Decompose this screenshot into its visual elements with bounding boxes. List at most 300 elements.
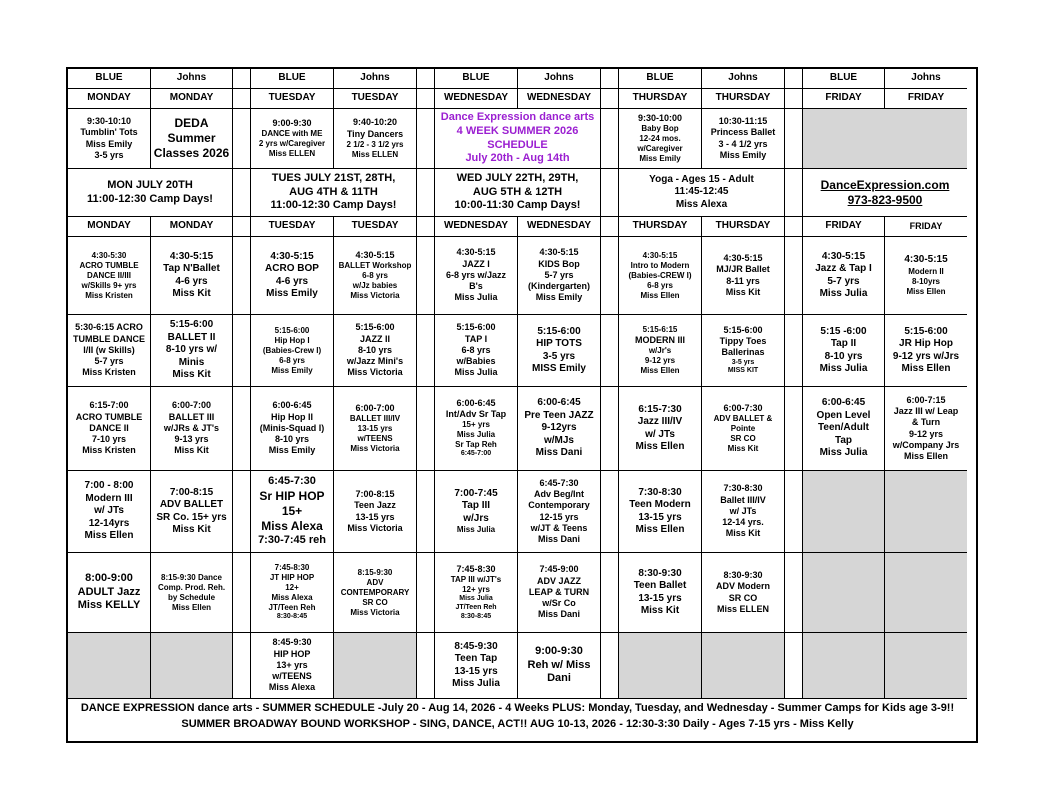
class-name: BALLET II: [167, 331, 216, 343]
header-studio-thu-johns: Johns: [702, 69, 785, 89]
class-ages: 9-12yrs: [541, 422, 577, 434]
class-teacher: Miss Julia: [459, 595, 493, 602]
class-note: w/Jr's: [648, 346, 672, 356]
class-ages: 4-6 yrs: [275, 275, 309, 287]
class-cell: [619, 237, 702, 315]
header-day: FRIDAY: [885, 217, 967, 237]
class-teacher: Miss Kristen: [85, 290, 133, 300]
class-cell: [885, 387, 967, 471]
class-teacher: Miss Ellen: [635, 441, 685, 452]
class-teacher: Miss Julia: [454, 292, 498, 303]
class-note: (Babies-CREW I): [628, 270, 692, 280]
class-teacher: Miss Julia: [454, 367, 498, 378]
header-studio-tue-blue: BLUE: [251, 69, 334, 89]
class-teacher: Miss Victoria: [350, 444, 400, 454]
class-teacher: Miss Victoria: [347, 367, 403, 378]
spacer-cell: [417, 237, 435, 315]
spacer-cell: [785, 471, 803, 553]
class-name: KIDS Bop: [538, 258, 580, 269]
class-cell: [251, 471, 334, 553]
class-time: 7:30-8:30: [723, 483, 763, 494]
class-cell: [251, 237, 334, 315]
class-note: JT/Teen Reh: [455, 603, 497, 611]
class-note: 8:30-8:45: [460, 612, 492, 620]
class-note: w/Caregiver: [637, 144, 683, 154]
spacer-cell: [233, 471, 251, 553]
class-cell: [702, 237, 785, 315]
class-name: Tap II: [830, 338, 857, 349]
class-cell: [885, 315, 967, 387]
class-time: 5:15-6:00: [355, 322, 395, 333]
class-cell: [435, 237, 518, 315]
spacer-cell: [601, 553, 619, 633]
class-time: 5:15-6:15: [642, 324, 678, 334]
class-time: 4:30-5:15: [270, 250, 314, 262]
class-ages: 12-24 mos.: [639, 134, 681, 144]
class-note: 6:45-7:00: [460, 450, 492, 458]
class-teacher: Miss ELLEN: [351, 149, 399, 159]
class-name: HIP HOP: [273, 648, 311, 659]
class-name: Sr HIP HOP: [259, 489, 325, 503]
spacer-cell: [417, 387, 435, 471]
empty-cell: [68, 633, 151, 699]
spacer-cell: [601, 109, 619, 169]
class-cell: [251, 109, 334, 169]
class-time: 7:00-8:15: [355, 489, 395, 499]
spacer-cell: [785, 69, 803, 89]
class-name: Baby Bop: [641, 124, 679, 134]
class-teacher: Miss Victoria: [347, 522, 403, 533]
class-note: Sr Tap Reh: [455, 440, 497, 450]
class-cell: [251, 315, 334, 387]
class-time: 7:00-8:15: [169, 486, 214, 498]
class-name: Adv Beg/Int: [533, 489, 584, 499]
class-ages: 5-7 yrs: [94, 356, 124, 367]
class-name: Contemporary: [528, 500, 590, 511]
class-time: 4:30-5:15: [539, 247, 579, 258]
empty-cell: [885, 471, 967, 553]
class-teacher: Miss Dani: [537, 534, 580, 544]
class-cell: [435, 553, 518, 633]
class-time: 9:00-9:30: [535, 644, 583, 657]
spacer-cell: [785, 387, 803, 471]
class-time: 9:30-10:00: [637, 112, 683, 123]
class-ages: 9-12 yrs: [908, 428, 944, 439]
class-cell: [518, 387, 601, 471]
class-time: 5:15-6:00: [904, 325, 948, 337]
class-time: 4:30-5:15: [456, 247, 496, 258]
class-name: TAP III w/JT's: [450, 575, 502, 584]
class-name: Tippy Toes: [719, 336, 767, 347]
class-teacher: Miss Emily: [639, 154, 681, 164]
header-studio-thu-blue: BLUE: [619, 69, 702, 89]
empty-cell: [803, 633, 885, 699]
class-cell: [702, 471, 785, 553]
class-cell: [68, 387, 151, 471]
class-ages: 2 1/2 - 3 1/2 yrs: [346, 139, 404, 149]
class-name: ACRO TUMBLE: [79, 260, 139, 270]
class-name: ADV Modern: [716, 581, 770, 592]
class-teacher: Miss Ellen: [640, 290, 680, 300]
class-cell: [334, 471, 417, 553]
class-name: Teen Modern: [629, 499, 691, 510]
class-cell: [68, 553, 151, 633]
class-time: 9:30-10:10: [86, 116, 132, 126]
class-ages: 9-12 yrs: [644, 356, 676, 366]
empty-cell: [619, 633, 702, 699]
class-ages: 8-10 yrs w/: [165, 344, 218, 356]
class-cell: [803, 387, 885, 471]
class-time: 6:00-6:45: [821, 397, 866, 409]
class-ages: 8-10 yrs: [357, 344, 393, 355]
class-teacher: Miss Dani: [537, 609, 580, 620]
spacer-cell: [601, 69, 619, 89]
class-time: 4:30-5:15: [723, 253, 763, 263]
class-cell: [334, 109, 417, 169]
class-ages: 8-10 yrs: [824, 350, 863, 362]
camp-line: WED JULY 22TH, 29TH,: [456, 171, 579, 184]
class-name: TUMBLE DANCE: [73, 333, 145, 344]
class-cell: [435, 387, 518, 471]
class-time: 7:45-8:30: [456, 563, 496, 574]
class-cell: [334, 237, 417, 315]
class-time: 7:45-9:00: [539, 564, 579, 575]
class-time: 6:45-7:30: [539, 477, 579, 488]
footer-line: SUMMER BROADWAY BOUND WORKSHOP - SING, DANCE, ACT!! AUG 10-13, 2026 - 12:30-3:30 Daily - Ages 7-15 yrs - Miss Kelly: [181, 718, 854, 730]
title-line: 4 WEEK SUMMER 2026: [456, 124, 579, 137]
camp-line: TUES JULY 21ST, 28TH,: [271, 171, 396, 184]
class-name: Ballet III/IV: [720, 494, 766, 505]
class-cell: [435, 471, 518, 553]
class-time: 8:45-9:30: [454, 640, 498, 652]
class-name: DANCE with ME: [261, 129, 323, 139]
class-time: 6:00-6:45: [272, 400, 312, 411]
header-day: TUESDAY: [251, 89, 334, 109]
class-ages: 12-14 yrs.: [722, 517, 764, 528]
class-cell: [151, 109, 233, 169]
class-name: ADV BALLET &: [713, 414, 773, 424]
class-teacher: Miss Alexa: [261, 519, 323, 533]
header-day: FRIDAY: [885, 89, 967, 109]
class-time: 7:45-8:30: [274, 563, 310, 573]
spacer-cell: [417, 217, 435, 237]
class-name: JAZZ I: [462, 258, 490, 269]
spacer-cell: [233, 217, 251, 237]
class-time: 4:30-5:30: [91, 250, 127, 260]
class-name: JAZZ II: [359, 333, 390, 344]
class-cell: [702, 387, 785, 471]
yoga-class: [619, 169, 785, 217]
class-cell: [251, 387, 334, 471]
class-time: 5:30-6:15 ACRO: [75, 322, 143, 333]
class-name: CONTEMPORARY: [340, 587, 410, 597]
spacer-cell: [417, 315, 435, 387]
class-ages: 6-8 yrs: [362, 271, 388, 281]
class-teacher: Miss Ellen: [84, 530, 134, 542]
class-note: w/ JTs: [94, 505, 124, 517]
title-line: SCHEDULE: [487, 138, 548, 151]
title-line: July 20th - Aug 14th: [465, 152, 570, 165]
class-teacher: Miss Julia: [456, 525, 496, 535]
class-teacher: Miss Ellen: [906, 286, 946, 296]
class-line: DEDA: [174, 116, 209, 130]
header-day: WEDNESDAY: [518, 89, 601, 109]
header-day: MONDAY: [68, 217, 151, 237]
contact-info: [803, 169, 967, 217]
class-note: SR CO: [728, 592, 758, 603]
header-studio-mon-blue: BLUE: [68, 69, 151, 89]
class-teacher: Miss Victoria: [350, 291, 400, 301]
class-teacher: Miss Kit: [725, 286, 761, 297]
class-time: 10:30-11:15: [718, 116, 768, 126]
class-cell: [68, 471, 151, 553]
class-time: 6:00-7:00: [171, 400, 212, 411]
header-studio-fri-johns: Johns: [885, 69, 967, 89]
class-name: & Turn: [911, 417, 941, 428]
camp-line: 11:00-12:30 Camp Days!: [270, 199, 397, 212]
class-note: B's: [469, 281, 483, 292]
class-cell: [435, 633, 518, 699]
class-name: Pointe: [730, 424, 756, 434]
class-time: 4:30-5:15: [169, 250, 214, 262]
class-ages: 12+ yrs: [462, 585, 490, 594]
spacer-cell: [785, 553, 803, 633]
spacer-cell: [601, 471, 619, 553]
spacer-cell: [417, 471, 435, 553]
class-name: Teen Jazz: [354, 500, 396, 511]
class-name: Hip Hop II: [271, 411, 313, 422]
website-link[interactable]: DanceExpression.com: [820, 177, 950, 192]
camp-line: MON JULY 20TH: [107, 178, 193, 191]
class-cell: [619, 387, 702, 471]
title-line: Dance Expression dance arts: [440, 111, 595, 123]
spacer-cell: [233, 633, 251, 699]
class-name: Tumblin' Tots: [80, 127, 138, 138]
class-note: w/Jz babies: [352, 281, 398, 291]
class-teacher: Miss KELLY: [77, 599, 141, 612]
class-name: Tap III: [461, 500, 491, 512]
header-day: FRIDAY: [803, 217, 885, 237]
class-ages: 13-15 yrs: [638, 511, 682, 523]
class-name: ADV: [366, 577, 384, 587]
class-note: 7:30-7:45 reh: [258, 534, 326, 546]
header-day: TUESDAY: [251, 217, 334, 237]
class-name: Jazz III w/ Leap: [893, 406, 959, 416]
class-note: w/Company Jrs: [892, 439, 960, 450]
class-name: ACRO TUMBLE: [75, 411, 143, 422]
class-cell: [619, 553, 702, 633]
spacer-cell: [601, 315, 619, 387]
class-note: SR CO: [730, 434, 756, 444]
spacer-cell: [785, 237, 803, 315]
class-cell: [803, 237, 885, 315]
class-name: Modern III: [85, 492, 133, 504]
class-time: 6:15-7:00: [89, 400, 129, 411]
class-time: 8:15-9:30 Dance: [161, 572, 222, 582]
class-ages: 5-7 yrs: [827, 275, 860, 287]
spacer-cell: [233, 169, 251, 217]
class-ages: 15+ yrs: [462, 420, 490, 430]
class-line: Summer: [167, 131, 216, 145]
class-teacher: Miss Emily: [535, 292, 583, 303]
class-ages: 3-5 yrs: [94, 149, 124, 160]
header-day: MONDAY: [151, 89, 233, 109]
spacer-cell: [601, 217, 619, 237]
class-time: 8:45-9:30: [272, 637, 312, 648]
class-teacher: Miss Kristen: [82, 445, 136, 456]
class-cell: [251, 553, 334, 633]
class-name: Tap: [834, 434, 853, 446]
class-teacher: Miss Kit: [172, 288, 211, 299]
header-day: WEDNESDAY: [435, 89, 518, 109]
class-time: 9:00-9:30: [272, 117, 312, 128]
class-name: Teen/Adult: [818, 422, 869, 434]
header-studio-wed-blue: BLUE: [435, 69, 518, 89]
class-teacher: Miss Julia: [819, 288, 868, 299]
class-teacher: Miss Kit: [727, 444, 759, 454]
header-day: THURSDAY: [702, 89, 785, 109]
class-teacher: Miss Emily: [268, 445, 316, 456]
class-ages: 12+: [285, 583, 299, 593]
phone-number[interactable]: 973-823-9500: [847, 192, 923, 207]
class-teacher: Miss Ellen: [640, 366, 680, 376]
class-ages: 15+: [281, 504, 303, 518]
spacer-cell: [785, 315, 803, 387]
class-teacher: Miss Ellen: [635, 524, 685, 535]
class-time: 8:00-9:00: [85, 571, 133, 584]
camp-line: 11:00-12:30 Camp Days!: [87, 192, 213, 205]
class-teacher: Miss Victoria: [350, 607, 400, 617]
empty-cell: [334, 633, 417, 699]
empty-cell: [803, 471, 885, 553]
header-studio-tue-johns: Johns: [334, 69, 417, 89]
spacer-cell: [417, 169, 435, 217]
spacer-cell: [417, 109, 435, 169]
schedule-title: [435, 109, 601, 169]
class-ages: 7-10 yrs: [91, 434, 127, 445]
class-name: HIP TOTS: [536, 338, 582, 349]
class-name: MODERN III: [634, 334, 685, 345]
empty-cell: [885, 553, 967, 633]
class-name: Jazz III/IV: [637, 416, 683, 427]
class-cell: [151, 553, 233, 633]
class-cell: [151, 315, 233, 387]
header-day: THURSDAY: [702, 217, 785, 237]
class-name: MJ/JR Ballet: [716, 264, 770, 275]
class-teacher: Miss Alexa: [271, 593, 313, 603]
class-time: 5:15 -6:00: [820, 325, 867, 337]
class-cell: [518, 553, 601, 633]
class-teacher: Miss Kristen: [82, 367, 136, 378]
class-name: ACRO BOP: [265, 263, 319, 274]
spacer-cell: [417, 553, 435, 633]
class-teacher: Miss ELLEN: [716, 603, 769, 614]
class-time: 4:30-5:15: [821, 250, 866, 262]
class-teacher: Miss Kit: [172, 369, 211, 381]
class-ages: 8-11 yrs: [726, 275, 760, 286]
schedule-grid: [66, 67, 978, 743]
class-time: 7:00-7:45: [454, 487, 498, 499]
class-note: Minis: [178, 356, 205, 368]
class-ages: 3-5 yrs: [542, 350, 576, 362]
class-ages: 4-6 yrs: [175, 275, 208, 287]
class-time: 6:00-7:30: [723, 402, 763, 413]
empty-cell: [702, 633, 785, 699]
class-cell: [435, 315, 518, 387]
class-ages: 6-8 yrs: [279, 355, 305, 365]
class-note: w/Jrs: [463, 512, 489, 524]
class-name: Yoga - Ages 15 - Adult: [649, 173, 754, 185]
class-note: w/Babies: [456, 356, 496, 367]
spacer-cell: [601, 633, 619, 699]
empty-cell: [803, 109, 967, 169]
class-cell: [702, 553, 785, 633]
schedule-footer: [68, 699, 967, 733]
spacer-cell: [417, 89, 435, 109]
spacer-cell: [417, 633, 435, 699]
class-teacher: Miss Kit: [640, 605, 680, 616]
class-note: w/Sr Co: [542, 598, 576, 609]
class-ages: 9-13 yrs: [174, 434, 209, 445]
class-ages: 9-12 yrs w/Jrs: [892, 350, 960, 362]
spacer-cell: [785, 169, 803, 217]
class-teacher: Miss Kit: [174, 445, 209, 456]
class-teacher: Miss Kit: [725, 528, 761, 539]
spacer-cell: [601, 89, 619, 109]
class-cell: [334, 387, 417, 471]
class-cell: [619, 315, 702, 387]
class-name: Jazz & Tap I: [815, 263, 872, 274]
class-note: w/JT & Teens: [530, 522, 588, 533]
class-ages: 8-10 yrs: [274, 434, 310, 445]
spacer-cell: [601, 387, 619, 471]
class-teacher: Miss Ellen: [171, 602, 212, 612]
class-note: (Minis-Squad I): [259, 422, 325, 433]
class-cell: [702, 315, 785, 387]
class-ages: 6-8 yrs: [461, 344, 491, 355]
class-name: BALLET III/IV: [349, 414, 401, 424]
footer-line: DANCE EXPRESSION dance arts - SUMMER SCHEDULE -July 20 - Aug 14, 2026 - 4 Weeks PLUS: Monday, Tuesday, and Wednesday - Summer Camps for Kids age 3-9!!: [80, 702, 955, 714]
class-note: w/ JTs: [729, 505, 757, 516]
class-teacher: Miss ELLEN: [268, 149, 316, 159]
class-note: SR CO: [362, 597, 388, 607]
spacer-cell: [233, 387, 251, 471]
camp-banner-wednesday: [435, 169, 601, 217]
class-teacher: Miss Alexa: [268, 682, 316, 693]
class-cell: [885, 237, 967, 315]
class-time: 4:30-5:15: [355, 249, 395, 260]
header-day: THURSDAY: [619, 89, 702, 109]
class-note: w/ JTs: [645, 428, 675, 440]
class-teacher: Miss Emily: [719, 149, 767, 160]
class-name: Open Level: [816, 409, 871, 421]
spacer-cell: [233, 553, 251, 633]
class-time: 6:45-7:30: [268, 475, 316, 488]
class-cell: [803, 315, 885, 387]
spacer-cell: [785, 89, 803, 109]
class-note: by Schedule: [167, 592, 216, 602]
class-note: w/Jazz Mini's: [346, 356, 404, 367]
camp-banner-tuesday: [251, 169, 417, 217]
class-name: Tap N'Ballet: [163, 263, 220, 274]
class-teacher: Miss Emily: [271, 365, 313, 375]
camp-line: AUG 4TH & 11TH: [289, 185, 378, 198]
class-name: Teen Ballet: [633, 580, 687, 591]
class-teacher: Miss Julia: [819, 447, 868, 459]
class-time: 8:30-9:30: [723, 570, 763, 580]
class-time: 5:15-6:00: [274, 325, 310, 335]
class-teacher: Miss Julia: [452, 678, 500, 689]
